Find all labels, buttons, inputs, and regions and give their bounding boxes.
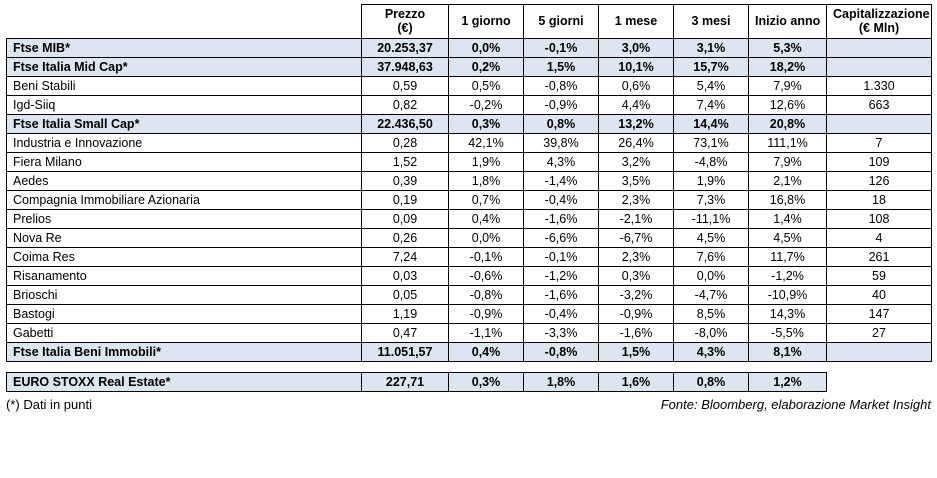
row-3-mesi: 7,6% bbox=[674, 247, 749, 266]
row-3-mesi: -11,1% bbox=[674, 209, 749, 228]
row-1-giorno: 0,4% bbox=[449, 342, 524, 361]
row-capitalizzazione: 59 bbox=[827, 266, 932, 285]
row-3-mesi: 4,3% bbox=[674, 342, 749, 361]
row-3-mesi: -4,7% bbox=[674, 285, 749, 304]
row-name: Ftse Italia Small Cap* bbox=[7, 114, 362, 133]
row-3-mesi: 14,4% bbox=[674, 114, 749, 133]
row-name: Risanamento bbox=[7, 266, 362, 285]
row-capitalizzazione bbox=[827, 114, 932, 133]
row-inizio-anno: 11,7% bbox=[749, 247, 827, 266]
row-1-mese: -0,9% bbox=[599, 304, 674, 323]
row-5-giorni: -0,1% bbox=[524, 38, 599, 57]
row-3-mesi: 0,8% bbox=[674, 372, 749, 391]
row-5-giorni: -0,4% bbox=[524, 304, 599, 323]
row-1-mese: 26,4% bbox=[599, 133, 674, 152]
row-inizio-anno: 1,2% bbox=[749, 372, 827, 391]
table-row bbox=[7, 190, 932, 209]
header-cap-line1: Capitalizzazione bbox=[833, 7, 930, 21]
table-row bbox=[7, 209, 932, 228]
row-1-giorno: 0,3% bbox=[449, 372, 524, 391]
table-row bbox=[7, 266, 932, 285]
row-inizio-anno: 7,9% bbox=[749, 76, 827, 95]
table-row bbox=[7, 228, 932, 247]
row-1-giorno: 1,9% bbox=[449, 152, 524, 171]
row-1-mese: -6,7% bbox=[599, 228, 674, 247]
row-1-mese: -1,6% bbox=[599, 323, 674, 342]
row-name: Beni Stabili bbox=[7, 76, 362, 95]
row-inizio-anno: 18,2% bbox=[749, 57, 827, 76]
row-1-mese: 0,6% bbox=[599, 76, 674, 95]
row-1-giorno: -0,9% bbox=[449, 304, 524, 323]
row-1-mese: 3,0% bbox=[599, 38, 674, 57]
market-quote-table bbox=[6, 4, 932, 362]
table-row bbox=[7, 114, 932, 133]
row-1-giorno: -0,2% bbox=[449, 95, 524, 114]
note-source: Fonte: Bloomberg, elaborazione Market Insight bbox=[660, 396, 931, 412]
table-gap bbox=[6, 362, 931, 372]
row-1-giorno: 0,0% bbox=[449, 38, 524, 57]
row-1-giorno: -1,1% bbox=[449, 323, 524, 342]
row-inizio-anno: 1,4% bbox=[749, 209, 827, 228]
row-capitalizzazione bbox=[827, 372, 932, 391]
row-name: Brioschi bbox=[7, 285, 362, 304]
row-3-mesi: 7,4% bbox=[674, 95, 749, 114]
row-name: Gabetti bbox=[7, 323, 362, 342]
row-1-giorno: 1,8% bbox=[449, 171, 524, 190]
row-3-mesi: 4,5% bbox=[674, 228, 749, 247]
row-prezzo: 0,19 bbox=[362, 190, 449, 209]
row-name: Fiera Milano bbox=[7, 152, 362, 171]
table-row bbox=[7, 342, 932, 361]
row-prezzo: 0,28 bbox=[362, 133, 449, 152]
row-capitalizzazione: 27 bbox=[827, 323, 932, 342]
row-name: Compagnia Immobiliare Azionaria bbox=[7, 190, 362, 209]
row-5-giorni: -0,8% bbox=[524, 76, 599, 95]
row-prezzo: 1,19 bbox=[362, 304, 449, 323]
row-inizio-anno: 7,9% bbox=[749, 152, 827, 171]
row-3-mesi: 5,4% bbox=[674, 76, 749, 95]
row-prezzo: 0,03 bbox=[362, 266, 449, 285]
row-prezzo: 0,26 bbox=[362, 228, 449, 247]
table-body bbox=[7, 38, 932, 361]
table-row bbox=[7, 152, 932, 171]
row-1-mese: 1,6% bbox=[599, 372, 674, 391]
row-3-mesi: -8,0% bbox=[674, 323, 749, 342]
table-row bbox=[7, 372, 932, 391]
table-row bbox=[7, 323, 932, 342]
header-row bbox=[7, 5, 932, 39]
header-prezzo-line1: Prezzo bbox=[384, 7, 426, 21]
table-row bbox=[7, 133, 932, 152]
row-1-mese: 4,4% bbox=[599, 95, 674, 114]
row-1-giorno: 42,1% bbox=[449, 133, 524, 152]
row-1-giorno: 0,7% bbox=[449, 190, 524, 209]
row-prezzo: 0,82 bbox=[362, 95, 449, 114]
row-inizio-anno: 16,8% bbox=[749, 190, 827, 209]
row-1-mese: 3,5% bbox=[599, 171, 674, 190]
row-1-mese: 2,3% bbox=[599, 247, 674, 266]
row-inizio-anno: 14,3% bbox=[749, 304, 827, 323]
row-5-giorni: 0,8% bbox=[524, 114, 599, 133]
row-3-mesi: 3,1% bbox=[674, 38, 749, 57]
row-1-giorno: 0,4% bbox=[449, 209, 524, 228]
table-row bbox=[7, 247, 932, 266]
header-capitalizzazione bbox=[827, 5, 932, 39]
row-name: Aedes bbox=[7, 171, 362, 190]
row-prezzo: 7,24 bbox=[362, 247, 449, 266]
row-3-mesi: 8,5% bbox=[674, 304, 749, 323]
row-5-giorni: 4,3% bbox=[524, 152, 599, 171]
row-3-mesi: 1,9% bbox=[674, 171, 749, 190]
header-5-giorni: 5 giorni bbox=[524, 5, 599, 39]
row-inizio-anno: 2,1% bbox=[749, 171, 827, 190]
table-row bbox=[7, 95, 932, 114]
row-capitalizzazione: 4 bbox=[827, 228, 932, 247]
row-name: Nova Re bbox=[7, 228, 362, 247]
row-capitalizzazione: 108 bbox=[827, 209, 932, 228]
row-capitalizzazione: 1.330 bbox=[827, 76, 932, 95]
row-capitalizzazione: 261 bbox=[827, 247, 932, 266]
row-capitalizzazione: 663 bbox=[827, 95, 932, 114]
row-1-giorno: 0,3% bbox=[449, 114, 524, 133]
row-prezzo: 22.436,50 bbox=[362, 114, 449, 133]
table-row bbox=[7, 38, 932, 57]
row-1-mese: 1,5% bbox=[599, 342, 674, 361]
row-5-giorni: -3,3% bbox=[524, 323, 599, 342]
row-1-mese: 2,3% bbox=[599, 190, 674, 209]
row-5-giorni: -1,4% bbox=[524, 171, 599, 190]
header-prezzo-line2: (€) bbox=[397, 21, 413, 36]
row-capitalizzazione: 40 bbox=[827, 285, 932, 304]
row-capitalizzazione: 147 bbox=[827, 304, 932, 323]
row-5-giorni: -1,2% bbox=[524, 266, 599, 285]
row-inizio-anno: -5,5% bbox=[749, 323, 827, 342]
row-prezzo: 0,59 bbox=[362, 76, 449, 95]
row-1-giorno: 0,0% bbox=[449, 228, 524, 247]
row-1-mese: 3,2% bbox=[599, 152, 674, 171]
row-prezzo: 0,39 bbox=[362, 171, 449, 190]
row-capitalizzazione bbox=[827, 57, 932, 76]
table-header bbox=[7, 5, 932, 39]
row-5-giorni: -0,4% bbox=[524, 190, 599, 209]
row-prezzo: 0,47 bbox=[362, 323, 449, 342]
row-name: Bastogi bbox=[7, 304, 362, 323]
row-inizio-anno: 8,1% bbox=[749, 342, 827, 361]
row-name: Prelios bbox=[7, 209, 362, 228]
table-row bbox=[7, 304, 932, 323]
row-prezzo: 1,52 bbox=[362, 152, 449, 171]
row-inizio-anno: 111,1% bbox=[749, 133, 827, 152]
row-name: Coima Res bbox=[7, 247, 362, 266]
row-capitalizzazione bbox=[827, 38, 932, 57]
row-1-giorno: -0,6% bbox=[449, 266, 524, 285]
row-name: Ftse MIB* bbox=[7, 38, 362, 57]
row-capitalizzazione: 7 bbox=[827, 133, 932, 152]
row-1-mese: 10,1% bbox=[599, 57, 674, 76]
row-1-mese: -2,1% bbox=[599, 209, 674, 228]
row-1-giorno: -0,1% bbox=[449, 247, 524, 266]
header-cap-line2: (€ Mln) bbox=[858, 21, 900, 36]
header-prezzo bbox=[362, 5, 449, 39]
row-5-giorni: -0,8% bbox=[524, 342, 599, 361]
table-row bbox=[7, 285, 932, 304]
table-notes bbox=[6, 397, 931, 412]
row-capitalizzazione bbox=[827, 342, 932, 361]
row-name: Ftse Italia Beni Immobili* bbox=[7, 342, 362, 361]
header-inizio-anno: Inizio anno bbox=[749, 5, 827, 39]
row-name: Ftse Italia Mid Cap* bbox=[7, 57, 362, 76]
row-prezzo: 0,05 bbox=[362, 285, 449, 304]
row-inizio-anno: 4,5% bbox=[749, 228, 827, 247]
row-prezzo: 20.253,37 bbox=[362, 38, 449, 57]
row-inizio-anno: 5,3% bbox=[749, 38, 827, 57]
header-3-mesi: 3 mesi bbox=[674, 5, 749, 39]
row-3-mesi: 73,1% bbox=[674, 133, 749, 152]
row-1-mese: 0,3% bbox=[599, 266, 674, 285]
row-1-mese: -3,2% bbox=[599, 285, 674, 304]
row-1-giorno: -0,8% bbox=[449, 285, 524, 304]
row-inizio-anno: -1,2% bbox=[749, 266, 827, 285]
row-prezzo: 0,09 bbox=[362, 209, 449, 228]
row-prezzo: 11.051,57 bbox=[362, 342, 449, 361]
row-1-giorno: 0,5% bbox=[449, 76, 524, 95]
row-name: Igd-Siiq bbox=[7, 95, 362, 114]
row-1-giorno: 0,2% bbox=[449, 57, 524, 76]
table-row bbox=[7, 57, 932, 76]
row-5-giorni: -1,6% bbox=[524, 209, 599, 228]
row-5-giorni: -6,6% bbox=[524, 228, 599, 247]
table-row bbox=[7, 76, 932, 95]
row-5-giorni: 39,8% bbox=[524, 133, 599, 152]
row-5-giorni: -0,1% bbox=[524, 247, 599, 266]
benchmark-table bbox=[6, 372, 932, 392]
row-3-mesi: 0,0% bbox=[674, 266, 749, 285]
row-name: EURO STOXX Real Estate* bbox=[7, 372, 362, 391]
row-1-mese: 13,2% bbox=[599, 114, 674, 133]
row-3-mesi: 7,3% bbox=[674, 190, 749, 209]
row-inizio-anno: 20,8% bbox=[749, 114, 827, 133]
row-3-mesi: 15,7% bbox=[674, 57, 749, 76]
row-prezzo: 37.948,63 bbox=[362, 57, 449, 76]
row-5-giorni: 1,8% bbox=[524, 372, 599, 391]
row-5-giorni: -1,6% bbox=[524, 285, 599, 304]
row-inizio-anno: 12,6% bbox=[749, 95, 827, 114]
note-footnote: (*) Dati in punti bbox=[6, 396, 92, 412]
row-prezzo: 227,71 bbox=[362, 372, 449, 391]
row-name: Industria e Innovazione bbox=[7, 133, 362, 152]
row-capitalizzazione: 109 bbox=[827, 152, 932, 171]
header-1-mese: 1 mese bbox=[599, 5, 674, 39]
row-capitalizzazione: 126 bbox=[827, 171, 932, 190]
row-3-mesi: -4,8% bbox=[674, 152, 749, 171]
table-row bbox=[7, 171, 932, 190]
row-5-giorni: 1,5% bbox=[524, 57, 599, 76]
header-1-giorno: 1 giorno bbox=[449, 5, 524, 39]
row-5-giorni: -0,9% bbox=[524, 95, 599, 114]
header-blank bbox=[7, 5, 362, 39]
row-inizio-anno: -10,9% bbox=[749, 285, 827, 304]
row-capitalizzazione: 18 bbox=[827, 190, 932, 209]
